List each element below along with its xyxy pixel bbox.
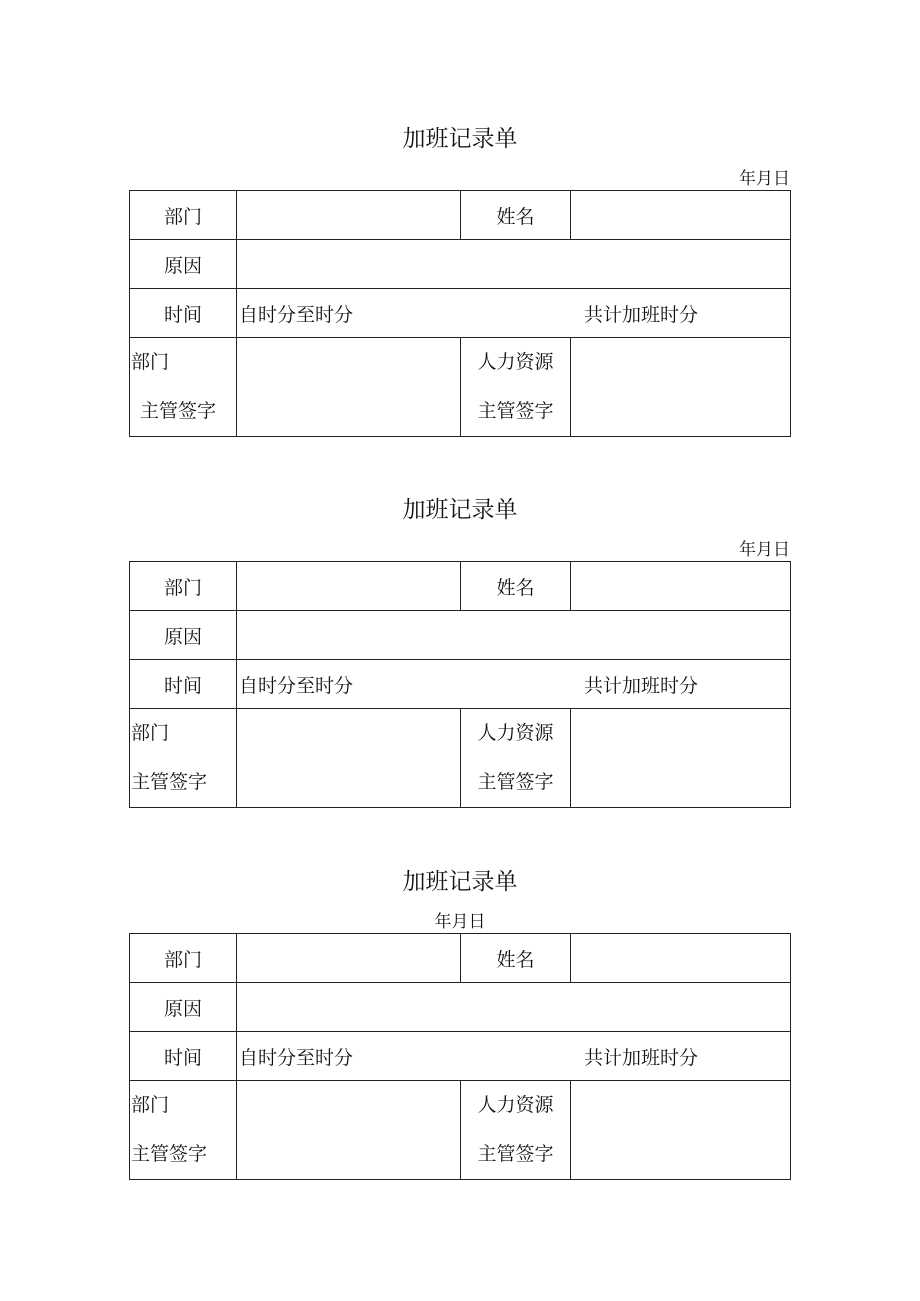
dept-sign-line2: 主管签字 <box>131 771 208 793</box>
dept-supervisor-sign-field[interactable] <box>237 338 461 437</box>
reason-field[interactable] <box>237 240 791 289</box>
department-field[interactable] <box>237 191 461 240</box>
time-field[interactable] <box>237 660 791 709</box>
form-date: 年月日 <box>739 169 790 189</box>
dept-sign-line1: 部门 <box>131 722 170 744</box>
department-label: 部门 <box>130 934 237 983</box>
dept-supervisor-sign-field[interactable] <box>237 1081 461 1180</box>
overtime-record-table <box>129 933 791 1180</box>
hr-supervisor-sign-field[interactable] <box>571 338 791 437</box>
table-row <box>130 562 791 611</box>
department-field[interactable] <box>237 562 461 611</box>
hr-supervisor-sign-label <box>461 1081 571 1180</box>
time-label: 时间 <box>130 660 237 709</box>
hr-sign-line1: 人力资源 <box>477 722 554 744</box>
name-field[interactable] <box>571 934 791 983</box>
hr-sign-line2: 主管签字 <box>477 771 554 793</box>
table-row <box>130 983 791 1032</box>
overtime-record-table <box>129 190 791 437</box>
table-row <box>130 709 791 808</box>
reason-field[interactable] <box>237 611 791 660</box>
table-row <box>130 660 791 709</box>
time-field[interactable] <box>237 1032 791 1081</box>
name-label: 姓名 <box>461 562 571 611</box>
reason-label: 原因 <box>130 983 237 1032</box>
department-label: 部门 <box>130 562 237 611</box>
time-total-text: 共计加班时分 <box>583 674 698 697</box>
dept-supervisor-sign-field[interactable] <box>237 709 461 808</box>
time-label: 时间 <box>130 289 237 338</box>
hr-supervisor-sign-field[interactable] <box>571 709 791 808</box>
department-label: 部门 <box>130 191 237 240</box>
form-date: 年月日 <box>434 912 486 932</box>
time-from-text: 自时分至时分 <box>239 303 354 326</box>
dept-supervisor-sign-label <box>130 338 237 437</box>
time-total-text: 共计加班时分 <box>583 303 698 326</box>
time-label: 时间 <box>130 1032 237 1081</box>
hr-supervisor-sign-field[interactable] <box>571 1081 791 1180</box>
time-total-text: 共计加班时分 <box>583 1046 698 1069</box>
form-title: 加班记录单 <box>402 126 518 152</box>
name-field[interactable] <box>571 562 791 611</box>
time-from-text: 自时分至时分 <box>239 674 354 697</box>
dept-sign-line1: 部门 <box>131 351 170 373</box>
name-field[interactable] <box>571 191 791 240</box>
time-field[interactable] <box>237 289 791 338</box>
dept-sign-line2: 主管签字 <box>140 400 217 422</box>
table-row <box>130 240 791 289</box>
hr-sign-line1: 人力资源 <box>477 1094 554 1116</box>
name-label: 姓名 <box>461 934 571 983</box>
table-row <box>130 191 791 240</box>
form-title: 加班记录单 <box>402 497 518 523</box>
table-row <box>130 1032 791 1081</box>
hr-sign-line2: 主管签字 <box>477 400 554 422</box>
form-title: 加班记录单 <box>402 869 518 895</box>
reason-field[interactable] <box>237 983 791 1032</box>
hr-sign-line2: 主管签字 <box>477 1143 554 1165</box>
table-row <box>130 289 791 338</box>
department-field[interactable] <box>237 934 461 983</box>
form-date: 年月日 <box>739 540 790 560</box>
dept-supervisor-sign-label <box>130 1081 237 1180</box>
reason-label: 原因 <box>130 240 237 289</box>
table-row <box>130 338 791 437</box>
name-label: 姓名 <box>461 191 571 240</box>
dept-sign-line1: 部门 <box>131 1094 170 1116</box>
hr-sign-line1: 人力资源 <box>477 351 554 373</box>
overtime-record-table <box>129 561 791 808</box>
table-row <box>130 611 791 660</box>
table-row <box>130 934 791 983</box>
dept-sign-line2: 主管签字 <box>131 1143 208 1165</box>
hr-supervisor-sign-label <box>461 338 571 437</box>
table-row <box>130 1081 791 1180</box>
time-from-text: 自时分至时分 <box>239 1046 354 1069</box>
reason-label: 原因 <box>130 611 237 660</box>
hr-supervisor-sign-label <box>461 709 571 808</box>
dept-supervisor-sign-label <box>130 709 237 808</box>
